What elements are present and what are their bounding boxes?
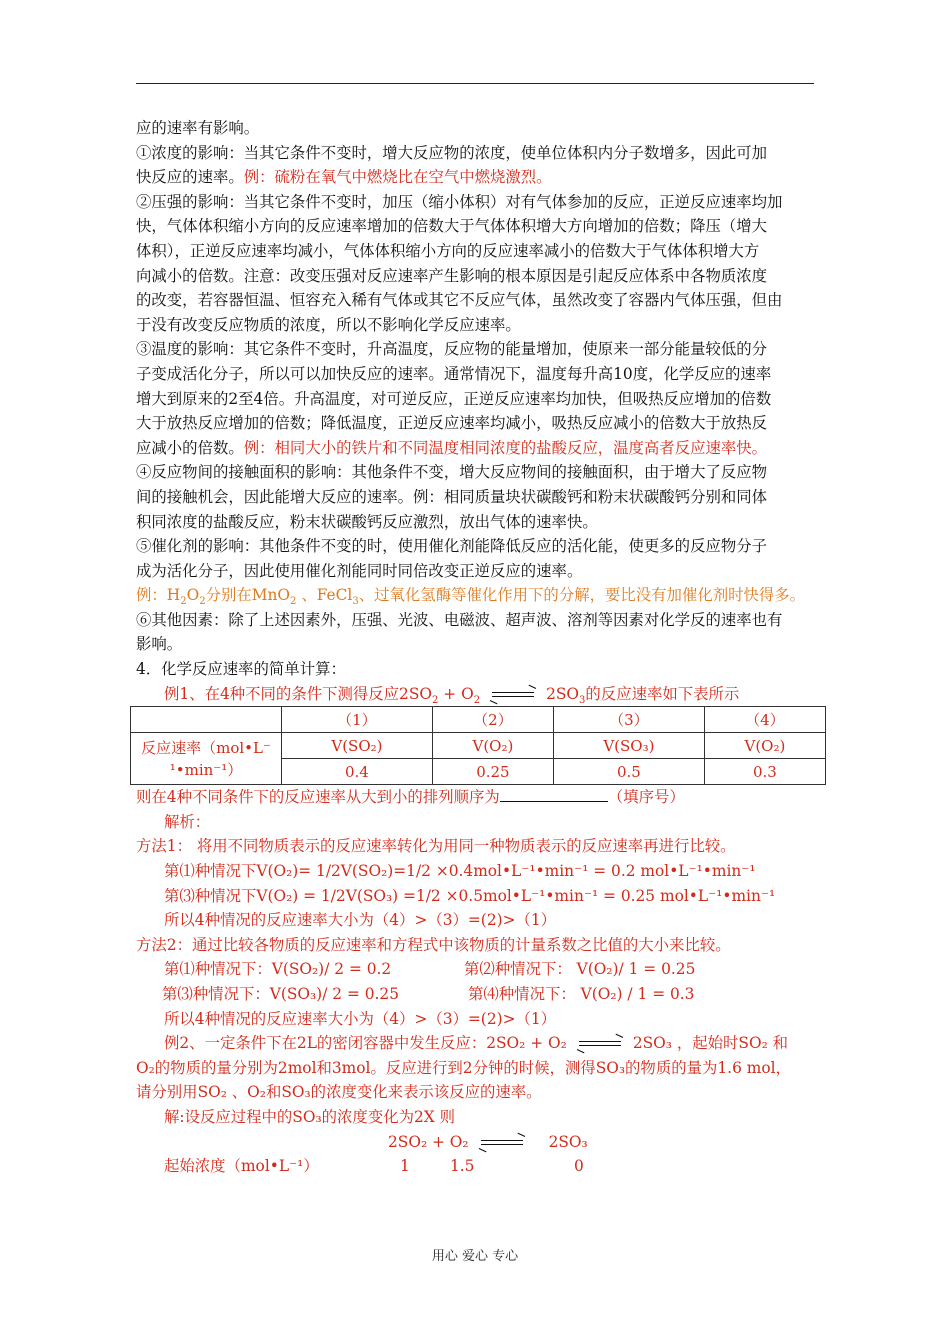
paragraph-catalyst: 成为活化分子，因此使用催化剂能同时同倍改变正逆反应的速率。 (136, 561, 583, 580)
text: 的反应速率如下表所示 (585, 684, 740, 703)
text: 则在4种不同条件下的反应速率从大到小的排列顺序为 (136, 788, 500, 807)
text: 例：H (136, 586, 181, 605)
paragraph-pressure: 体积），正逆反应速率均减小，气体体积缩小方向的反应速率减小的倍数大于气体体积增大方 (136, 241, 760, 260)
text: （填序号） (607, 788, 685, 807)
text: 起始浓度（mol•L⁻¹） (164, 1157, 319, 1176)
equilibrium-arrow-icon (479, 1138, 525, 1148)
paragraph-temperature (136, 436, 816, 461)
method-1: 方法1： 将用不同物质表示的反应速率转化为用同一种物质表示的反应速率再进行比较。 (136, 837, 736, 856)
catalyst-example: 例：$H_2O_2$分别在MnO$_2$ 、FeCl$_3$、过氧化氢酶等催化作用下的分解，要比没有加催化剂时快得多。 (136, 586, 806, 608)
section-heading: 4．化学反应速率的简单计算： (136, 660, 346, 679)
text: 第⑵种情况下： V(O₂)/ 1 = 0.25 (464, 960, 696, 979)
paragraph-pressure: ②压强的影响：当其它条件不变时，加压（缩小体积）对有气体参加的反应，正逆反应速率均加 (136, 192, 783, 211)
table-cell: （2） (432, 707, 553, 733)
table-cell: （1） (282, 707, 433, 733)
text: 第⑴种情况下：V(SO₂)/ 2 = 0.2 (164, 960, 392, 979)
paragraph-catalyst: ⑤催化剂的影响：其他条件不变的时，使用催化剂能降低反应的活化能，使更多的反应物分子 (136, 537, 768, 556)
text: 应减小的倍数。 (136, 438, 244, 457)
text: 2SO₃ (548, 1132, 588, 1151)
text: 、过氧化氢酶等催化作用下的分解，要比没有加催化剂时快得多。 (358, 586, 806, 605)
answer-blank[interactable] (500, 787, 608, 802)
paragraph-concentration: ①浓度的影响：当其它条件不变时，增大反应物的浓度，使单位体积内分子数增多，因此可加 (136, 143, 768, 162)
table-cell: （3） (553, 707, 704, 733)
equation-line (136, 1130, 816, 1155)
initial-concentration-line (136, 1154, 816, 1179)
text: 例1、在4种不同的条件下测得反应2SO (164, 684, 433, 703)
equilibrium-arrow-icon (577, 1039, 623, 1049)
paragraph-pressure: 向减小的倍数。注意：改变压强对反应速率产生影响的根本原因是引起反应体系中各物质浓度 (136, 266, 768, 285)
text: 2SO (546, 684, 580, 703)
method-1-line: 第⑴种情况下V(O₂)= 1/2V(SO₂)=1/2 ×0.4mol•L⁻¹•min⁻¹ = 0.2 mol•L⁻¹•min⁻¹ (164, 862, 756, 881)
paragraph: 应的速率有影响。 (136, 119, 260, 137)
page-footer: 用心 爱心 专心 (431, 1249, 519, 1264)
solution-line: 解:设反应过程中的SO₃的浓度变化为2X 则 (164, 1107, 456, 1126)
header-rule (136, 83, 814, 84)
text: O (186, 586, 200, 605)
paragraph-area: ④反应物间的接触面积的影响：其他条件不变，增大反应物间的接触面积，由于增大了反应物 (136, 463, 768, 482)
paragraph-area: 间的接触机会，因此能增大反应的速率。例：相同质量块状碳酸钙和粉末状碳酸钙分别和同体 (136, 487, 768, 506)
rate-table (130, 706, 826, 785)
paragraph-temperature: 大于放热反应增加的倍数；降低温度，正逆反应速率均减小，吸热反应减小的倍数大于放热反 (136, 414, 768, 433)
text: 1 (400, 1157, 410, 1176)
row-label-cell (131, 733, 282, 785)
example-text: 例：相同大小的铁片和不同温度相同浓度的盐酸反应，温度高者反应速率快。 (243, 438, 768, 457)
table-cell: 0.25 (432, 759, 553, 785)
text: 第⑶种情况下：V(SO₃)/ 2 = 0.25 (162, 985, 400, 1003)
table-cell: （4） (704, 707, 825, 733)
paragraph-pressure: 于没有改变反应物质的浓度，所以不影响化学反应速率。 (136, 315, 521, 334)
text: 反应速率（mol•L⁻ (141, 738, 271, 757)
text: 1.5 (450, 1157, 475, 1176)
table-cell: 0.4 (282, 759, 433, 785)
text: 0 (574, 1157, 584, 1176)
paragraph-temperature: 子变成活化分子，所以可以加快反应的速率。通常情况下，温度每升高10度，化学反应的速率 (136, 364, 772, 383)
example-2 (136, 1031, 816, 1056)
table-row (131, 733, 826, 759)
table-cell: V(O₂) (432, 733, 553, 759)
method-2-line (136, 982, 816, 1007)
paragraph-temperature: 增大到原来的2至4倍。升高温度，对可逆反应，正逆反应速率均加快，但吸热反应增加的倍数 (136, 389, 772, 408)
paragraph-pressure: 快，气体体积缩小方向的反应速率增加的倍数大于气体体积增大方向增加的倍数；降压（增大 (136, 217, 768, 236)
table-cell (131, 707, 282, 733)
example-2: O₂的物质的量分别为2mol和3mol。反应进行到2分钟的时候，测得SO₃的物质的量为1.6 mol， (136, 1058, 791, 1077)
table-cell: 0.3 (704, 759, 825, 785)
paragraph-concentration (136, 165, 816, 190)
question-line (136, 785, 816, 810)
method-1-line: 所以4种情况的反应速率大小为（4）>（3）=(2)>（1） (164, 911, 557, 930)
example-2: 请分别用SO₂ 、O₂和SO₃的浓度变化来表示该反应的速率。 (136, 1083, 542, 1102)
text: 、FeCl (296, 586, 353, 605)
text: ¹•min⁻¹） (169, 760, 243, 779)
method-2-line: 所以4种情况的反应速率大小为（4）>（3）=(2)>（1） (164, 1009, 557, 1028)
paragraph-temperature: ③温度的影响：其它条件不变时，升高温度，反应物的能量增加，使原来一部分能量较低的分 (136, 340, 768, 359)
text: + O (438, 684, 474, 703)
text: 分别在MnO (205, 586, 291, 605)
method-1-line: 第⑶种情况下V(O₂) = 1/2V(SO₃) =1/2 ×0.5mol•L⁻¹•min⁻¹ = 0.25 mol•L⁻¹•min⁻¹ (164, 886, 776, 905)
document-body (136, 116, 816, 1179)
example-text: 例：硫粉在氧气中燃烧比在空气中燃烧激烈。 (243, 168, 552, 187)
paragraph-pressure: 的改变，若容器恒温、恒容充入稀有气体或其它不反应气体，虽然改变了容器内气体压强，但由 (136, 291, 783, 310)
table-cell: V(SO₂) (282, 733, 433, 759)
table-cell: V(O₂) (704, 733, 825, 759)
table-header-row (131, 707, 826, 733)
table-cell: 0.5 (553, 759, 704, 785)
paragraph-area: 积同浓度的盐酸反应，粉末状碳酸钙反应激烈，放出气体的速率快。 (136, 512, 598, 531)
example-1-intro: 例1、在4种不同的条件下测得反应$2SO_2 + O_2$ $2SO_3$的反应速率如下表所示 (164, 684, 740, 706)
text: 例2、一定条件下在2L的密闭容器中发生反应：2SO₂ + O₂ (164, 1034, 567, 1053)
analysis-heading: 解析： (164, 812, 211, 831)
method-2: 方法2：通过比较各物质的反应速率和方程式中该物质的计量系数之比值的大小来比较。 (136, 935, 731, 954)
table-cell: V(SO₃) (553, 733, 704, 759)
method-2-line (136, 957, 816, 982)
text: 2SO₃ ，起始时SO₂ 和 (632, 1034, 789, 1053)
equilibrium-arrow-icon (490, 690, 536, 700)
text: 第⑷种情况下： V(O₂) / 1 = 0.3 (468, 985, 695, 1003)
paragraph-other: 影响。 (136, 635, 183, 654)
text: 快反应的速率。 (136, 168, 244, 187)
text: 2SO₂ + O₂ (388, 1132, 469, 1151)
paragraph-other: ⑥其他因素：除了上述因素外，压强、光波、电磁波、超声波、溶剂等因素对化学反的速率也有 (136, 610, 783, 629)
